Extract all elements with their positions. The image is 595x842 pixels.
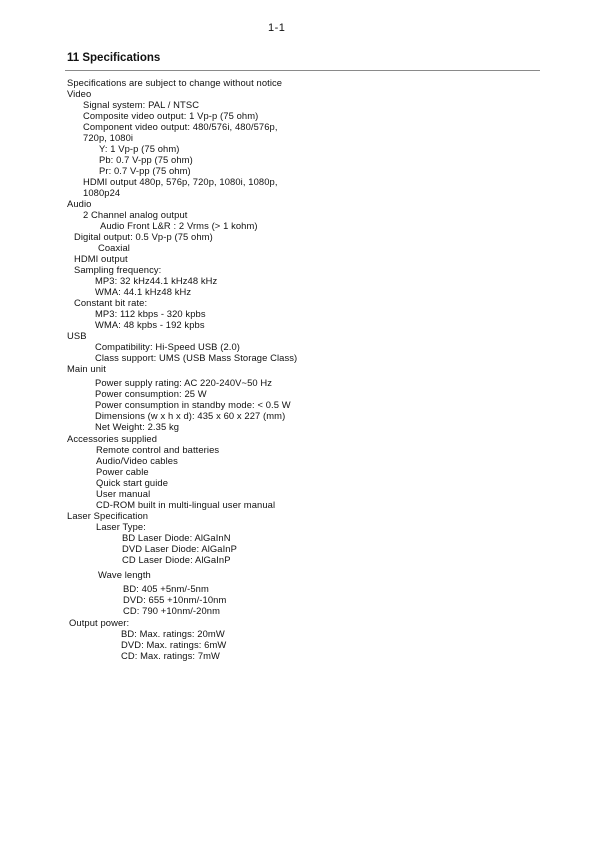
spec-line: Signal system: PAL / NTSC — [83, 99, 200, 110]
spec-line: Class support: UMS (USB Mass Storage Class) — [95, 352, 298, 363]
spec-line: Digital output: 0.5 Vp-p (75 ohm) — [74, 231, 213, 242]
spec-line: Remote control and batteries — [96, 444, 220, 455]
page-number: 1-1 — [268, 22, 286, 34]
spec-line: 720p, 1080i — [83, 132, 134, 143]
spec-line: Component video output: 480/576i, 480/576p, — [83, 121, 278, 132]
spec-line: Power consumption: 25 W — [95, 388, 207, 399]
spec-line: Quick start guide — [96, 477, 169, 488]
spec-line: 1080p24 — [83, 187, 121, 198]
spec-line: DVD Laser Diode: AlGaInP — [122, 543, 237, 554]
spec-line: DVD: 655 +10nm/-10nm — [123, 594, 227, 605]
spec-line: User manual — [96, 488, 151, 499]
spec-line: MP3: 112 kbps - 320 kpbs — [95, 308, 206, 319]
spec-line: Audio/Video cables — [96, 455, 178, 466]
spec-category-audio: Audio — [67, 198, 92, 209]
spec-line: Dimensions (w x h x d): 435 x 60 x 227 (mm) — [95, 410, 286, 421]
spec-line: WMA: 48 kpbs - 192 kpbs — [95, 319, 205, 330]
spec-line: Y: 1 Vp-p (75 ohm) — [99, 143, 180, 154]
spec-line: HDMI output — [74, 253, 128, 264]
spec-line: Compatibility: Hi-Speed USB (2.0) — [95, 341, 241, 352]
spec-line: BD: 405 +5nm/-5nm — [123, 583, 209, 594]
spec-line: Power supply rating: AC 220-240V~50 Hz — [95, 377, 273, 388]
spec-category-accessories: Accessories supplied — [67, 433, 158, 444]
spec-line: MP3: 32 kHz44.1 kHz48 kHz — [95, 275, 218, 286]
spec-category-main-unit: Main unit — [67, 363, 106, 374]
spec-line: CD: 790 +10nm/-20nm — [123, 605, 221, 616]
spec-note: Specifications are subject to change without notice — [67, 77, 283, 88]
section-heading: 11 Specifications — [67, 52, 161, 64]
spec-line: Laser Type: — [96, 521, 146, 532]
spec-line: CD Laser Diode: AlGaInP — [122, 554, 231, 565]
spec-line: Output power: — [69, 617, 130, 628]
spec-category-video: Video — [67, 88, 92, 99]
spec-line: CD: Max. ratings: 7mW — [121, 650, 220, 661]
spec-category-laser: Laser Specification — [67, 510, 149, 521]
spec-line: Pr: 0.7 V-pp (75 ohm) — [99, 165, 191, 176]
spec-line: WMA: 44.1 kHz48 kHz — [95, 286, 192, 297]
spec-line: Wave length — [98, 569, 151, 580]
spec-line: HDMI output 480p, 576p, 720p, 1080i, 1080p, — [83, 176, 278, 187]
spec-line: Power cable — [96, 466, 149, 477]
spec-line: Power consumption in standby mode: < 0.5 W — [95, 399, 291, 410]
spec-line: Pb: 0.7 V-pp (75 ohm) — [99, 154, 193, 165]
spec-line: 2 Channel analog output — [83, 209, 188, 220]
spec-line: CD-ROM built in multi-lingual user manual — [96, 499, 276, 510]
spec-line: DVD: Max. ratings: 6mW — [121, 639, 227, 650]
spec-line: Sampling frequency: — [74, 264, 162, 275]
spec-line: Net Weight: 2.35 kg — [95, 421, 180, 432]
heading-rule — [65, 70, 540, 71]
spec-line: BD Laser Diode: AlGaInN — [122, 532, 231, 543]
spec-line: Composite video output: 1 Vp-p (75 ohm) — [83, 110, 259, 121]
spec-line: Coaxial — [98, 242, 130, 253]
spec-line: Audio Front L&R : 2 Vrms (> 1 kohm) — [100, 220, 258, 231]
spec-line: BD: Max. ratings: 20mW — [121, 628, 225, 639]
spec-line: Constant bit rate: — [74, 297, 148, 308]
spec-category-usb: USB — [67, 330, 87, 341]
